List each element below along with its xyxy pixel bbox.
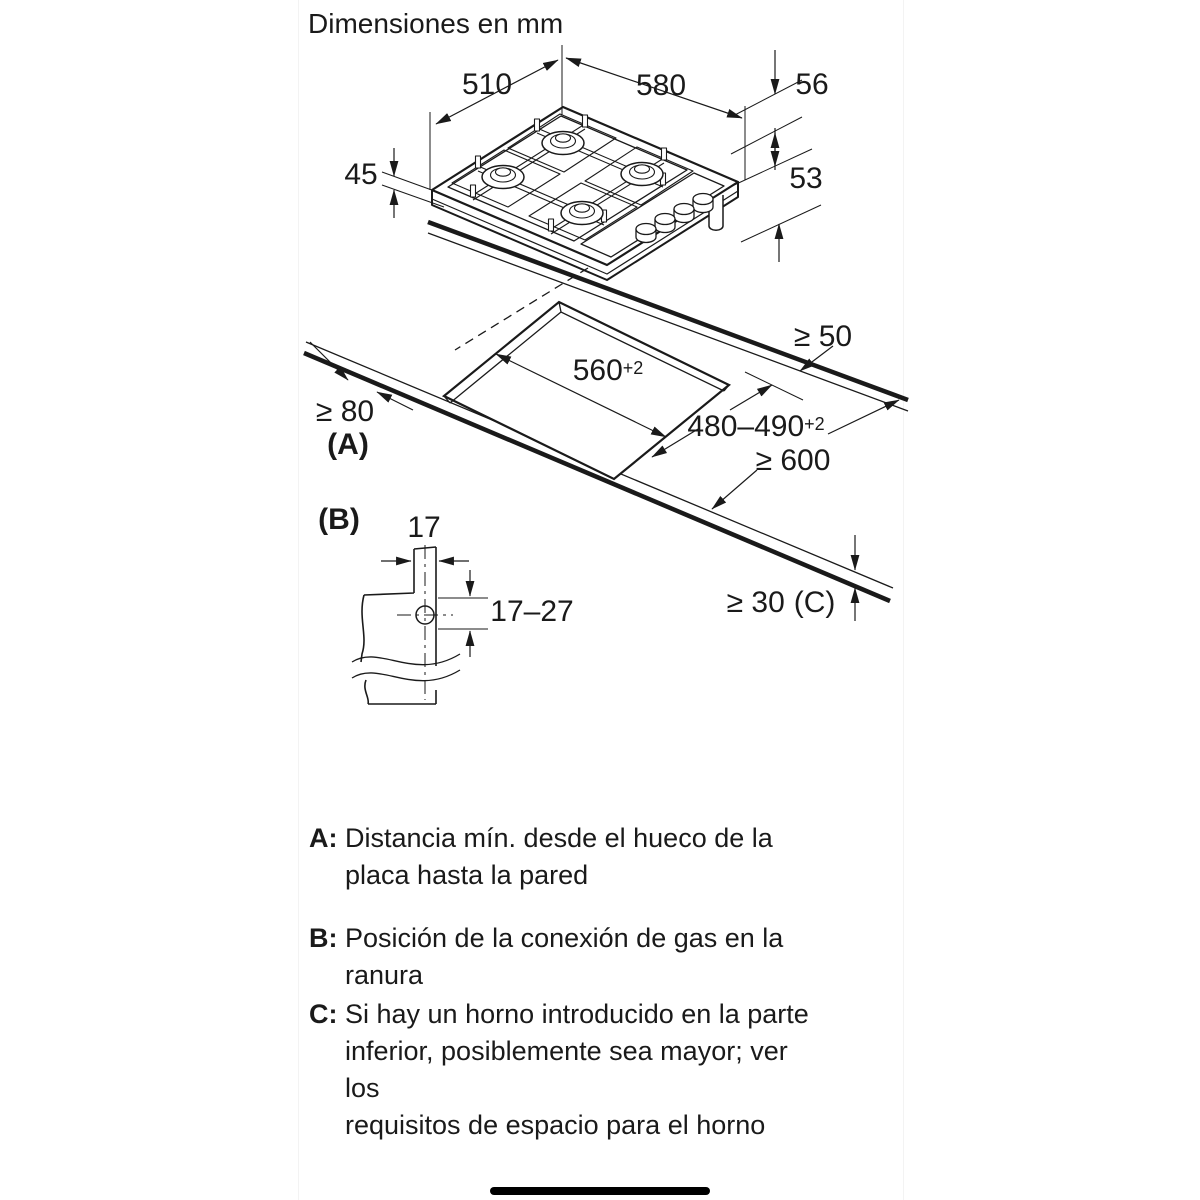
dim-min-30: ≥ 30 [726,586,785,619]
legend-b-line1: Posición de la conexión de gas en la [345,923,784,953]
dim-wall-clearance: ≥ 50 [793,320,853,353]
dim-worktop-thickness [727,586,836,619]
home-indicator[interactable] [490,1187,710,1195]
ref-c: (C) [793,586,836,619]
legend-row-c [309,996,829,1144]
gas-connection-detail [352,545,488,704]
dim-cutout-width: $560^{+2}$ [572,354,644,387]
dim-depth-510: 510 [461,68,513,101]
dim-width-580: 580 [635,69,687,102]
legend-c-line3: requisitos de espacio para el horno [345,1110,766,1140]
dim-worktop-depth: ≥ 600 [755,444,831,477]
dim-height-45: 45 [344,158,378,191]
legend-a-line2: placa hasta la pared [345,860,589,890]
dim-cutout-depth: $480-490^{+2}$ [687,410,825,443]
dim-slot-width-17: 17 [407,511,441,544]
legend-b-line2: ranura [345,960,424,990]
legend-row-b [309,920,829,994]
dim-hole-offset-17-27: 17–27 [490,595,574,628]
legend [309,820,829,1144]
ref-a: (A) [327,428,369,461]
legend-a-line1: Distancia mín. desde el hueco de la [345,823,773,853]
legend-c-line2: inferior, posiblemente sea mayor; ver los [345,1036,788,1103]
dim-height-56: 56 [795,68,829,101]
hob-drawing [432,107,738,280]
legend-key-c: C: [309,999,338,1029]
legend-key-b: B: [309,923,338,953]
legend-c-line1: Si hay un horno introducido en la parte [345,999,809,1029]
ref-b: (B) [318,503,360,536]
legend-key-a: A: [309,823,338,853]
page-title: Dimensiones en mm [308,8,564,39]
legend-row-a [309,820,829,894]
dim-height-53: 53 [789,162,823,195]
dim-front-clearance: ≥ 80 [315,395,375,428]
